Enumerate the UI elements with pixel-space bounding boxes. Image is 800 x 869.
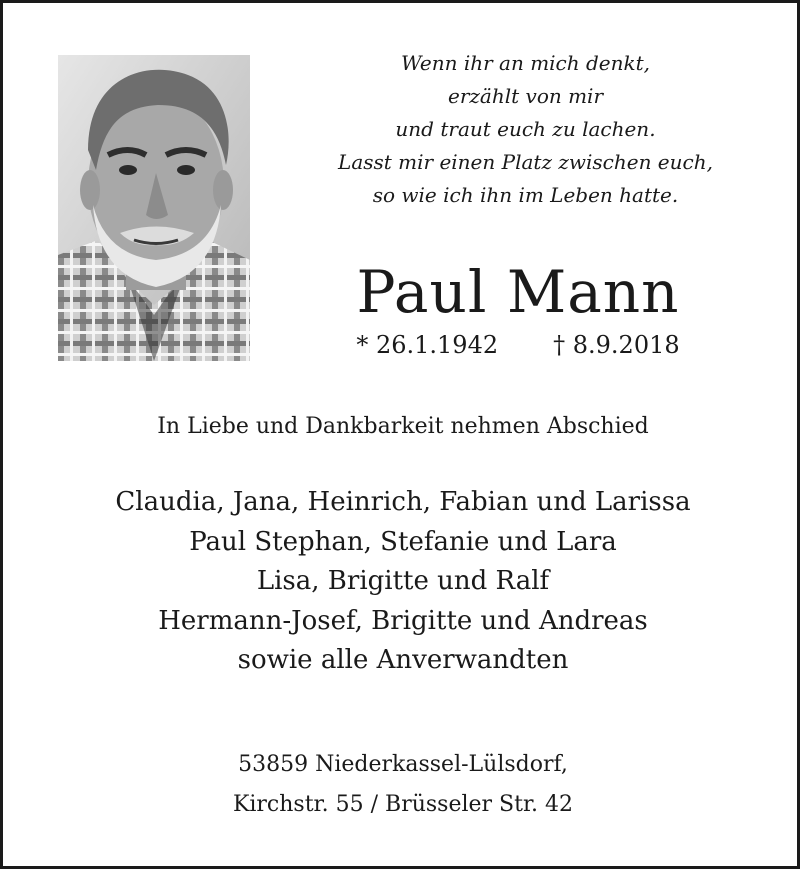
memorial-poem — [273, 47, 778, 212]
poem-line: so wie ich ihn im Leben hatte. — [372, 183, 679, 207]
poem-line: Lasst mir einen Platz zwischen euch, — [338, 150, 713, 174]
mourners-line: Claudia, Jana, Heinrich, Fabian und Larissa — [115, 487, 691, 517]
address-line: 53859 Niederkassel-Lülsdorf, — [238, 752, 568, 777]
poem-line: Wenn ihr an mich denkt, — [400, 51, 651, 75]
address — [3, 745, 800, 825]
birth-date: * 26.1.1942 — [356, 331, 499, 359]
deceased-name: Paul Mann — [356, 258, 680, 326]
mourners-line: Lisa, Brigitte und Ralf — [256, 566, 550, 596]
portrait-photo — [58, 55, 250, 361]
mourners-line: sowie alle Anverwandten — [237, 645, 569, 675]
life-dates — [273, 329, 763, 361]
mourners-line: Paul Stephan, Stefanie und Lara — [189, 526, 617, 557]
mourners-line: Hermann-Josef, Brigitte und Andreas — [158, 605, 648, 636]
portrait-icon — [58, 55, 250, 361]
address-line: Kirchstr. 55 / Brüsseler Str. 42 — [232, 792, 574, 817]
poem-line: und traut euch zu lachen. — [395, 117, 656, 141]
farewell-text: In Liebe und Dankbarkeit nehmen Abschied — [157, 414, 649, 439]
death-date: † 8.9.2018 — [553, 331, 680, 359]
poem-line: erzählt von mir — [447, 84, 604, 108]
mourners-list — [3, 483, 800, 681]
